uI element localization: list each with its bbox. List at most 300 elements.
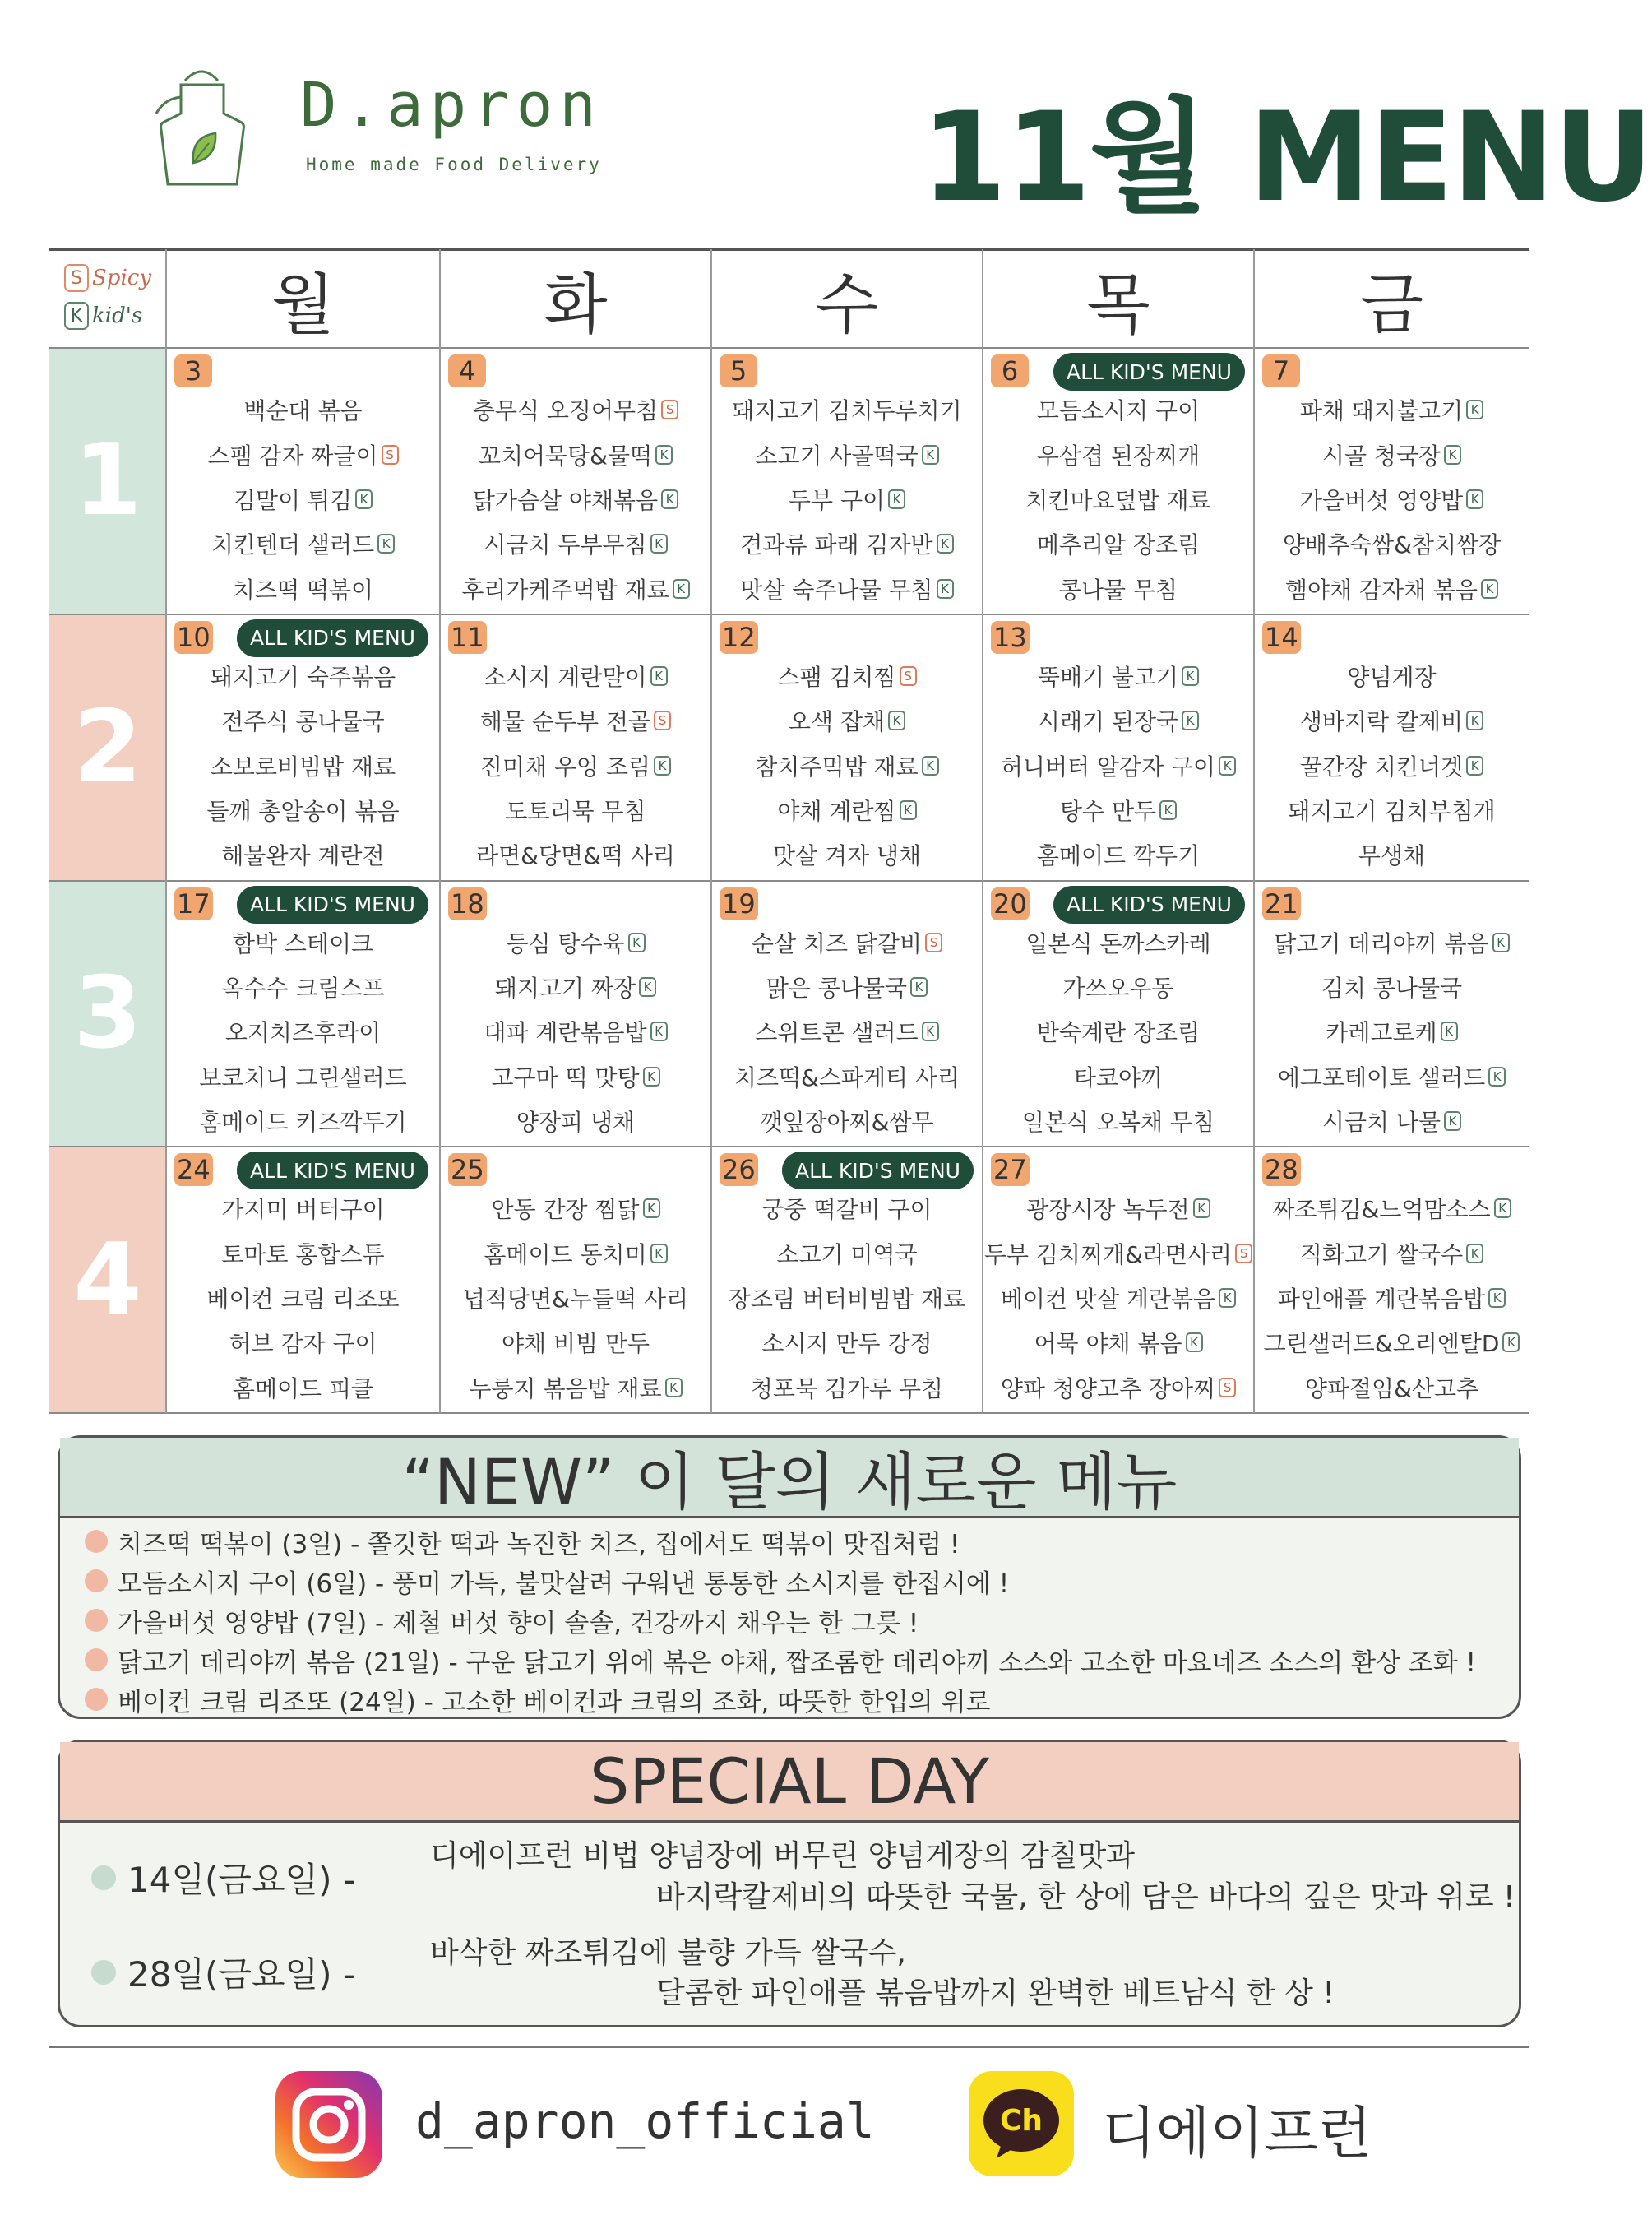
menu-item (773, 838, 921, 871)
menu-item-name: 모듬소시지 구이 (1036, 397, 1201, 425)
special-day-title: SPECIAL DAY (60, 1742, 1519, 1823)
menu-item (502, 1326, 650, 1359)
menu-item (1037, 838, 1200, 871)
menu-item-name: 순살 치즈 닭갈비 (751, 929, 923, 957)
kids-icon: K (639, 977, 656, 997)
weekday-header: 금 (1359, 266, 1424, 343)
new-menu-item-text: 가을버섯 영양밥 (7일) - 제철 버섯 향이 솔솔, 건강까지 채우는 한 그릇 ! (118, 1608, 919, 1638)
new-menu-item (85, 1561, 1502, 1601)
menu-item (1300, 749, 1483, 782)
table-rule (439, 249, 441, 1413)
menu-item (760, 1105, 933, 1138)
menu-item-name: 스위트콘 샐러드 (755, 1019, 919, 1047)
table-rule (710, 249, 712, 1413)
kids-icon: K (900, 800, 917, 820)
menu-item-name: 에그포테이토 샐러드 (1277, 1063, 1486, 1091)
menu-item-name: 우삼겹 된장찌개 (1036, 442, 1201, 470)
menu-item (506, 926, 645, 959)
menu-item-name: 대파 계란볶음밥 (484, 1019, 647, 1047)
kids-icon: K (661, 489, 678, 509)
week-number: 4 (73, 1222, 142, 1337)
new-menu-item-text: 베이컨 크림 리조또 (24일) - 고소한 베이컨과 크림의 조화, 따뜻한 한입의 위로 (118, 1687, 991, 1717)
menu-item-name: 닭가슴살 야채볶음 (472, 486, 659, 514)
menu-item (480, 704, 671, 737)
kids-icon: K (665, 1378, 683, 1397)
menu-item (1272, 1192, 1511, 1225)
kids-icon: K (937, 579, 954, 599)
menu-item (776, 1237, 917, 1270)
menu-item-name: 직화고기 쌀국수 (1299, 1240, 1464, 1268)
menu-item (199, 1105, 406, 1138)
menu-item-name: 광장시장 녹두전 (1026, 1196, 1190, 1224)
weekday-header: 수 (815, 266, 879, 343)
kids-icon: K (1159, 800, 1177, 820)
day-number: 10 (174, 621, 213, 654)
day-cell (440, 348, 711, 614)
menu-item-name: 궁중 떡갈비 구이 (761, 1196, 932, 1224)
menu-item (221, 1192, 384, 1225)
menu-item (1326, 1015, 1457, 1048)
menu-item (229, 1326, 377, 1359)
day-number: 26 (720, 1153, 758, 1186)
kids-icon: K (1494, 1198, 1511, 1218)
day-number: 13 (991, 621, 1030, 654)
week-band (49, 348, 166, 614)
kids-icon: K (1444, 1111, 1461, 1131)
menu-item-name: 토마토 홍합스튜 (221, 1240, 385, 1268)
menu-item (740, 527, 953, 560)
bullet-icon (91, 1865, 116, 1890)
table-rule (49, 347, 1529, 349)
bullet-icon (85, 1688, 108, 1711)
kids-icon: K (1502, 1332, 1520, 1352)
day-number: 7 (1262, 354, 1300, 387)
menu-items (440, 654, 711, 878)
legend-kids-label: kid's (92, 304, 143, 328)
menu-item-name: 해물 순두부 전골 (479, 708, 651, 736)
menu-item-name: 그린샐러드&오리엔탈D (1263, 1330, 1500, 1358)
menu-item (461, 572, 689, 605)
menu-items (711, 387, 983, 611)
menu-calendar-table (49, 249, 1529, 1413)
table-rule (1253, 249, 1255, 1413)
kids-icon: K (1182, 711, 1199, 730)
menu-items (1254, 387, 1529, 611)
week-number: 1 (73, 424, 142, 539)
kids-icon: K (922, 1022, 939, 1041)
kids-icon: K (1444, 445, 1461, 465)
menu-item-name: 참치주먹밥 재료 (755, 753, 919, 781)
menu-item (495, 971, 656, 1003)
menu-item (1026, 1192, 1210, 1225)
menu-item-name: 치즈떡 떡볶이 (232, 576, 374, 604)
day-number: 20 (991, 887, 1030, 920)
new-menu-item (85, 1640, 1502, 1680)
new-menu-item-text: 치즈떡 떡볶이 (3일) - 쫄깃한 떡과 녹진한 치즈, 집에서도 떡볶이 맛집처럼 ! (118, 1529, 960, 1559)
kids-icon: K (1182, 666, 1199, 686)
menu-item (984, 1237, 1252, 1270)
bullet-icon (85, 1648, 108, 1671)
table-rule (49, 614, 1529, 615)
menu-item (211, 749, 396, 782)
special-day-date-text: 14일(금요일) - (127, 1860, 356, 1900)
menu-item-name: 돼지고기 김치부침개 (1288, 797, 1496, 825)
menu-item-name: 돼지고기 김치두루치기 (732, 397, 962, 425)
new-menu-item (85, 1680, 1502, 1719)
menu-item-name: 양파절임&산고추 (1304, 1374, 1479, 1402)
menu-item-name: 홈메이드 동치미 (484, 1240, 647, 1268)
day-cell (166, 881, 440, 1147)
menu-item (734, 1060, 960, 1093)
menu-item-name: 돼지고기 짜장 (494, 975, 636, 1003)
menu-items (983, 1186, 1254, 1410)
legend-kids (64, 297, 171, 335)
menu-item-name: 베이컨 크림 리조또 (206, 1286, 400, 1314)
menu-item (233, 1371, 373, 1404)
week-number: 3 (73, 956, 142, 1071)
menu-item-name: 맑은 콩나물국 (766, 975, 908, 1003)
day-number: 4 (448, 354, 486, 387)
day-cell (166, 348, 440, 614)
menu-item (761, 1192, 932, 1225)
kids-icon: K (1466, 1244, 1483, 1263)
menu-item-name: 반숙계란 장조림 (1036, 1019, 1201, 1047)
day-number: 28 (1262, 1153, 1301, 1186)
menu-item-name: 탕수 만두 (1059, 797, 1157, 825)
menu-item-name: 돼지고기 숙주볶음 (210, 663, 396, 691)
menu-item (789, 483, 905, 516)
day-cell (1254, 881, 1529, 1147)
menu-item (1264, 1326, 1520, 1359)
menu-items (983, 920, 1254, 1144)
menu-item-name: 치킨텐더 샐러드 (211, 531, 375, 559)
kids-icon: K (655, 445, 673, 465)
day-number: 19 (720, 887, 758, 920)
spicy-icon: S (1235, 1244, 1252, 1263)
day-cell (166, 1147, 440, 1413)
kids-icon: K (1466, 756, 1483, 776)
legend-spicy (64, 259, 171, 297)
new-menu-item-text: 닭고기 데리야끼 볶음 (21일) - 구운 닭고기 위에 볶은 야채, 짭조롬한 데리야끼 소스와 고소한 마요네즈 소스의 환상 조화 ! (118, 1647, 1476, 1678)
menu-item (1022, 1105, 1215, 1138)
day-cell (711, 881, 983, 1147)
week-number: 2 (73, 690, 142, 805)
divider (49, 2046, 1529, 2048)
day-cell (711, 1147, 983, 1413)
menu-item-name: 꿀간장 치킨너겟 (1299, 753, 1464, 781)
menu-item (1283, 527, 1501, 560)
day-number: 27 (991, 1153, 1030, 1186)
menu-item-name: 맛살 겨자 냉채 (772, 842, 922, 870)
table-rule (165, 249, 167, 1413)
menu-item (1300, 704, 1483, 737)
menu-item (1300, 1237, 1483, 1270)
menu-item (777, 794, 916, 827)
menu-items (166, 1186, 440, 1410)
menu-items (983, 654, 1254, 878)
menu-item (755, 1015, 938, 1048)
special-day-description: 달콤한 파인애플 볶음밥까지 완벽한 베트남식 한 상 ! (656, 1976, 1335, 2010)
spicy-icon: S (925, 933, 942, 952)
menu-item (233, 926, 373, 959)
day-number: 24 (174, 1153, 213, 1186)
menu-item-name: 시금치 나물 (1321, 1109, 1441, 1137)
day-number: 17 (174, 887, 213, 920)
kakao-channel-mark: Ch (999, 2104, 1043, 2138)
menu-item-name: 닭고기 데리야끼 볶음 (1274, 929, 1489, 957)
menu-item-name: 옥수수 크림스프 (221, 975, 385, 1003)
week-band (49, 881, 166, 1147)
menu-item-name: 두부 구이 (788, 486, 886, 514)
kids-icon: K (922, 445, 939, 465)
weekday-header: 월 (271, 266, 335, 343)
menu-item-name: 오지치즈후라이 (224, 1019, 382, 1047)
brand-tagline: Home made Food Delivery (306, 155, 602, 174)
menu-item-name: 허브 감자 구이 (229, 1330, 377, 1358)
menu-item-name: 꼬치어묵탕&물떡 (478, 442, 653, 470)
kids-icon: K (654, 756, 671, 776)
menu-item (766, 971, 928, 1003)
new-menu-item (85, 1522, 1502, 1561)
menu-item-name: 해물완자 계란전 (221, 842, 385, 870)
kids-icon: K (650, 534, 668, 554)
menu-item (1274, 926, 1509, 959)
all-kids-menu-badge: ALL KID'S MENU (1053, 886, 1245, 924)
menu-item (473, 483, 678, 516)
kakao-channel-name[interactable]: 디에이프런 (1102, 2101, 1372, 2166)
legend-spicy-label: Spicy (92, 266, 152, 290)
menu-item (211, 527, 395, 560)
menu-item (243, 393, 362, 426)
menu-item (1278, 1281, 1506, 1314)
instagram-icon[interactable] (275, 2071, 382, 2178)
table-rule (49, 1412, 1529, 1414)
kids-icon: K (1466, 489, 1483, 509)
menu-item (207, 438, 398, 471)
day-number: 11 (448, 621, 487, 654)
menu-items (166, 654, 440, 878)
menu-item (755, 438, 938, 471)
menu-item (1322, 1105, 1461, 1138)
kids-icon: K (1466, 711, 1483, 730)
menu-item-name: 양파 청양고추 장아찌 (1000, 1374, 1216, 1402)
menu-item-name: 백순대 볶음 (243, 397, 363, 425)
menu-item (1322, 438, 1461, 471)
menu-items (983, 387, 1254, 611)
menu-item-name: 일본식 오복채 무침 (1021, 1109, 1215, 1137)
menu-items (440, 920, 711, 1144)
brand-name: D.apron (300, 70, 603, 141)
menu-item-name: 라면&당면&떡 사리 (476, 842, 675, 870)
menu-item (473, 393, 678, 426)
day-number: 25 (448, 1153, 487, 1186)
menu-item (1062, 971, 1173, 1003)
menu-item (206, 794, 399, 827)
menu-item-name: 양념게장 (1347, 663, 1437, 691)
menu-item (211, 660, 396, 693)
menu-item-name: 보코치니 그린샐러드 (199, 1063, 407, 1091)
menu-item (777, 660, 916, 693)
special-day-date (91, 1948, 355, 1997)
menu-item-name: 햄야채 감자채 볶음 (1284, 576, 1478, 604)
day-number: 3 (174, 354, 212, 387)
spicy-icon: S (1219, 1378, 1236, 1397)
day-cell (983, 348, 1254, 614)
menu-item-name: 오색 잡채 (788, 708, 886, 736)
menu-item (1001, 1281, 1236, 1314)
menu-item-name: 홈메이드 키즈깍두기 (199, 1109, 407, 1137)
weekday-header: 화 (544, 266, 608, 343)
menu-item-name: 시래기 된장국 (1037, 708, 1179, 736)
menu-item (233, 572, 373, 605)
day-number: 21 (1262, 887, 1301, 920)
menu-item (1038, 660, 1199, 693)
menu-item (752, 926, 942, 959)
special-day-description: 바지락칼제비의 따뜻한 국물, 한 상에 담은 바다의 깊은 맛과 위로 ! (656, 1880, 1515, 1914)
menu-item-name: 등심 탕수육 (506, 929, 625, 957)
menu-item (476, 838, 675, 871)
kids-icon: K (1219, 756, 1236, 776)
menu-item-name: 스팸 김치찜 (777, 663, 896, 691)
kids-icon: K (673, 579, 690, 599)
weekday-header: 목 (1086, 266, 1150, 343)
menu-item (1001, 749, 1236, 782)
day-cell (440, 614, 711, 881)
menu-item (755, 749, 938, 782)
menu-item-name: 메추리알 장조림 (1036, 531, 1201, 559)
kids-icon: K (888, 489, 905, 509)
menu-item-name: 홈메이드 피클 (232, 1374, 374, 1402)
kids-icon: K (650, 1022, 668, 1041)
menu-item-name: 견과류 파래 김자반 (740, 531, 933, 559)
spicy-icon: S (661, 400, 678, 419)
bullet-icon (91, 1960, 116, 1985)
menu-item-name: 고구마 떡 맛탕 (491, 1063, 640, 1091)
bullet-icon (85, 1530, 108, 1553)
menu-item (1305, 1371, 1478, 1404)
spicy-icon: S (64, 264, 89, 292)
menu-item (1025, 483, 1210, 516)
day-cell (711, 614, 983, 881)
day-cell (1254, 614, 1529, 881)
menu-item (221, 838, 384, 871)
menu-item-name: 전주식 콩나물국 (221, 708, 385, 736)
menu-item (221, 971, 384, 1003)
menu-items (440, 387, 711, 611)
menu-item-name: 두부 김치찌개&라면사리 (983, 1240, 1233, 1268)
kids-icon: K (650, 666, 668, 686)
menu-item-name: 치킨마요덮밥 재료 (1025, 486, 1211, 514)
menu-item (1288, 794, 1495, 827)
menu-item-name: 진미채 우엉 조림 (479, 753, 651, 781)
menu-items (166, 920, 440, 1144)
menu-item-name: 안동 간장 찜닭 (491, 1196, 640, 1224)
new-menu-item (85, 1601, 1502, 1640)
menu-item (1358, 838, 1425, 871)
menu-item (1038, 704, 1199, 737)
menu-item (1300, 483, 1483, 516)
menu-item (1037, 527, 1200, 560)
menu-item-name: 장조림 버터비빔밥 재료 (728, 1286, 966, 1314)
kids-icon: K (355, 489, 373, 509)
week-band (49, 614, 166, 881)
day-cell (1254, 1147, 1529, 1413)
bullet-icon (85, 1609, 108, 1632)
new-menu-item-text: 모듬소시지 구이 (6일) - 풍미 가득, 불맛살려 구워낸 통통한 소시지를 한접시에 ! (118, 1569, 1010, 1599)
day-cell (166, 614, 440, 881)
menu-item-name: 일본식 돈까스카레 (1025, 929, 1211, 957)
menu-item (206, 1281, 399, 1314)
menu-item (199, 1060, 406, 1093)
day-number: 6 (991, 354, 1029, 387)
table-rule (49, 880, 1529, 882)
new-menu-list (85, 1522, 1502, 1719)
kids-icon: K (937, 534, 954, 554)
menu-item (225, 1015, 381, 1048)
kids-icon: K (1186, 1332, 1203, 1352)
legend (64, 259, 171, 335)
menu-item-name: 스팸 감자 짜글이 (207, 442, 378, 470)
day-number: 18 (448, 887, 487, 920)
menu-item (491, 1060, 659, 1093)
spicy-icon: S (382, 445, 399, 465)
menu-item (1037, 393, 1200, 426)
kakao-channel-icon[interactable] (969, 2071, 1074, 2176)
menu-item-name: 깻잎장아찌&쌈무 (760, 1109, 934, 1137)
all-kids-menu-badge: ALL KID'S MENU (237, 886, 428, 924)
menu-items (711, 920, 983, 1144)
page-title: 11월 MENU (921, 86, 1652, 229)
day-cell (983, 1147, 1254, 1413)
menu-item-name: 베이컨 맛살 계란볶음 (1000, 1286, 1216, 1314)
day-number: 14 (1262, 621, 1301, 654)
menu-item-name: 허니버터 알감자 구이 (1000, 753, 1216, 781)
menu-item-name: 파채 돼지불고기 (1299, 397, 1464, 425)
instagram-handle[interactable]: d_apron_official (415, 2093, 875, 2149)
kids-icon: K (1481, 579, 1498, 599)
kids-icon: K (628, 933, 646, 952)
kids-icon: K (1219, 1288, 1236, 1308)
menu-item (1037, 438, 1200, 471)
menu-items (711, 1186, 983, 1410)
menu-item-name: 양배추숙쌈&참치쌈장 (1282, 531, 1502, 559)
menu-item (221, 1237, 384, 1270)
menu-item (479, 438, 673, 471)
menu-item-name: 김치 콩나물국 (1321, 975, 1463, 1003)
day-cell (1254, 348, 1529, 614)
kids-icon: K (1488, 1288, 1506, 1308)
menu-item (491, 1192, 659, 1225)
menu-item-name: 야채 계란찜 (777, 797, 896, 825)
menu-item-name: 시골 청국장 (1321, 442, 1441, 470)
menu-item-name: 카레고로케 (1326, 1019, 1437, 1047)
menu-item (751, 1371, 943, 1404)
menu-item-name: 맛살 숙주나물 무침 (740, 576, 933, 604)
day-cell (983, 881, 1254, 1147)
table-rule (49, 248, 1529, 251)
menu-item-name: 어묵 야채 볶음 (1034, 1330, 1182, 1358)
menu-item-name: 가지미 버터구이 (221, 1196, 385, 1224)
menu-item-name: 소시지 만두 강정 (761, 1330, 932, 1358)
menu-item (1034, 1326, 1202, 1359)
menu-item (1025, 926, 1210, 959)
menu-item (732, 393, 961, 426)
kids-icon: K (1488, 1067, 1506, 1087)
menu-item-name: 가쓰오우동 (1062, 975, 1174, 1003)
kids-icon: K (643, 1198, 660, 1218)
menu-item-name: 들깨 총알송이 볶음 (206, 797, 400, 825)
kids-icon: K (910, 977, 928, 997)
